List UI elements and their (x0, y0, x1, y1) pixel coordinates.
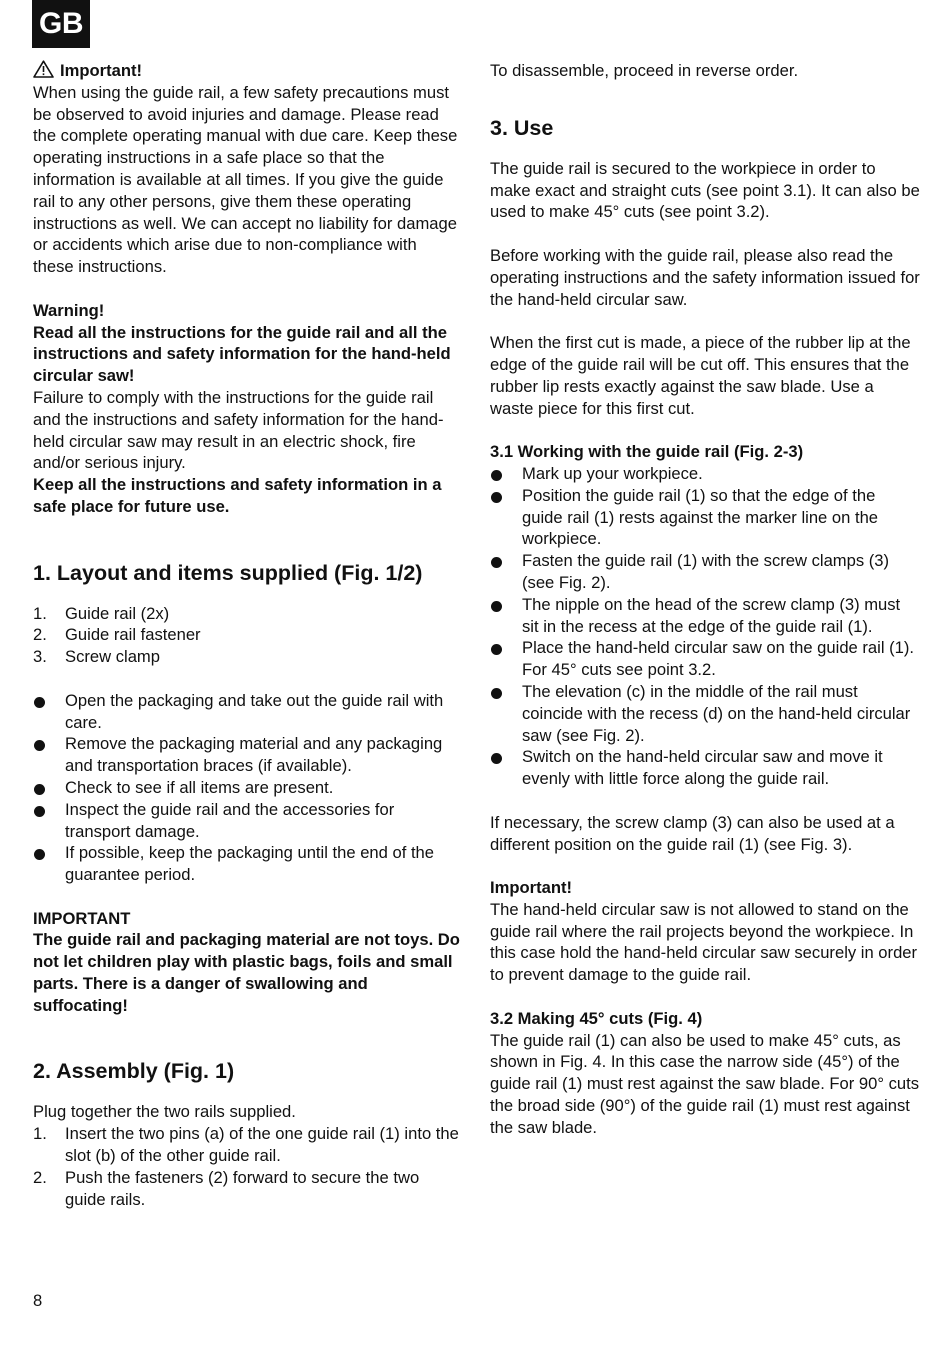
bullet-icon (491, 688, 502, 699)
list-item: Check to see if all items are present. (33, 777, 461, 799)
list-item: 1. Guide rail (2x) (33, 603, 170, 623)
list-item: 2. Guide rail fastener (33, 625, 201, 645)
list-item: Open the packaging and take out the guide rail with care. (33, 690, 461, 734)
use-paragraph-1: The guide rail is secured to the workpiece in order to make exact and straight cuts (see point 3.1). It can also be used to make 45° cuts (see point 3.2). (490, 158, 920, 222)
important-text: When using the guide rail, a few safety precautions must be observed to avoid injuries and damage. Please read the complete operating manual with due care. Keep these operating instructions in a safe place so that the information is available at all times. If you give the guide rail to any other persons, give them these operating instructions as well. We can accept no liability for damage or accidents which arise due to non-compliance with these instructions. (33, 82, 458, 277)
section-1-title: 1. Layout and items supplied (Fig. 1/2) (33, 560, 423, 585)
bullet-icon (491, 601, 502, 612)
bullet-icon (34, 849, 45, 860)
subsection-3-1-title: 3.1 Working with the guide rail (Fig. 2-3) (490, 442, 804, 462)
bullet-icon (34, 740, 45, 751)
bullet-icon (491, 753, 502, 764)
screw-clamp-note: If necessary, the screw clamp (3) can also be used at a different position on the guide rail (1) (see Fig. 3). (490, 812, 895, 854)
working-bullet-list (490, 463, 920, 790)
warning-keep-text: Keep all the instructions and safety information in a safe place for future use. (33, 475, 442, 516)
list-item: 1. Insert the two pins (a) of the one guide rail (1) into the slot (b) of the other guide rail. (33, 1124, 459, 1166)
list-item: Fasten the guide rail (1) with the screw clamps (3) (see Fig. 2). (490, 550, 920, 594)
list-item: The nipple on the head of the screw clamp (3) must sit in the recess at the edge of the guide rail (1). (490, 594, 920, 638)
list-item: Switch on the hand-held circular saw and move it evenly with little force along the guide rail. (490, 746, 920, 790)
important-2-title: IMPORTANT (33, 908, 131, 928)
page-number: 8 (33, 1291, 43, 1310)
bullet-icon (491, 557, 502, 568)
list-item: Mark up your workpiece. (490, 463, 920, 485)
list-item: 3. Screw clamp (33, 647, 160, 667)
list-item: Position the guide rail (1) so that the edge of the guide rail (1) rests against the marker line on the workpiece. (490, 485, 920, 550)
important-2-text: The guide rail and packaging material are not toys. Do not let children play with plastic bags, foils and small parts. There is a danger of swallowing and suffocating! (33, 930, 460, 1015)
bullet-icon (491, 470, 502, 481)
assembly-steps-list (33, 1123, 461, 1210)
use-paragraph-2: Before working with the guide rail, please also read the operating instructions and the safety information issued for the hand-held circular saw. (490, 245, 920, 309)
important-heading (33, 60, 461, 82)
disassemble-text: To disassemble, proceed in reverse order. (490, 61, 799, 80)
list-item: Remove the packaging material and any packaging and transportation braces (if available). (33, 733, 461, 777)
language-badge: GB (32, 0, 90, 48)
warning-title: Warning! (33, 300, 105, 320)
section-2-title: 2. Assembly (Fig. 1) (33, 1059, 235, 1084)
warning-bold-text: Read all the instructions for the guide rail and all the instructions and safety information for the hand-held circular saw! (33, 322, 451, 386)
bullet-icon (491, 644, 502, 655)
list-item: The elevation (c) in the middle of the rail must coincide with the recess (d) on the hand-held circular saw (see Fig. 2). (490, 681, 920, 746)
warning-triangle-icon (33, 60, 54, 78)
left-column (33, 60, 461, 1210)
important-3-title: Important! (490, 878, 573, 898)
bullet-icon (491, 492, 502, 503)
bullet-icon (34, 697, 45, 708)
items-supplied-list (33, 603, 461, 668)
assembly-intro: Plug together the two rails supplied. (33, 1102, 296, 1122)
important-3-text: The hand-held circular saw is not allowed to stand on the guide rail where the rail projects beyond the workpiece. In this case hold the hand-held circular saw securely in order to prevent damage to the guide rail. (490, 899, 918, 985)
bullet-icon (34, 806, 45, 817)
use-paragraph-3: When the first cut is made, a piece of the rubber lip at the edge of the guide rail will be cut off. This ensures that the rubber lip rests exactly against the saw blade. Use a waste piece for this first cut. (490, 333, 911, 418)
list-item: 2. Push the fasteners (2) forward to secure the two guide rails. (33, 1167, 420, 1209)
section-3-title: 3. Use (490, 115, 554, 140)
right-column (490, 60, 920, 1139)
subsection-3-2-title: 3.2 Making 45° cuts (Fig. 4) (490, 1008, 703, 1028)
unpacking-bullet-list (33, 690, 461, 886)
list-item: Inspect the guide rail and the accessories for transport damage. (33, 799, 461, 843)
list-item: If possible, keep the packaging until the end of the guarantee period. (33, 842, 461, 886)
important-title: Important! (60, 61, 143, 80)
subsection-3-2-text: The guide rail (1) can also be used to make 45° cuts, as shown in Fig. 4. In this case the narrow side (45°) of the guide rail (1) must rest against the saw blade. For 90° cuts the broad side (90°) of the guide rail (1) must rest against the saw blade. (490, 1030, 920, 1137)
bullet-icon (34, 784, 45, 795)
list-item: Place the hand-held circular saw on the guide rail (1). For 45° cuts see point 3.2. (490, 637, 920, 681)
warning-text: Failure to comply with the instructions for the guide rail and the instructions and safety information for the hand-held circular saw may result in an electric shock, fire and/or serious injury. (33, 387, 444, 473)
